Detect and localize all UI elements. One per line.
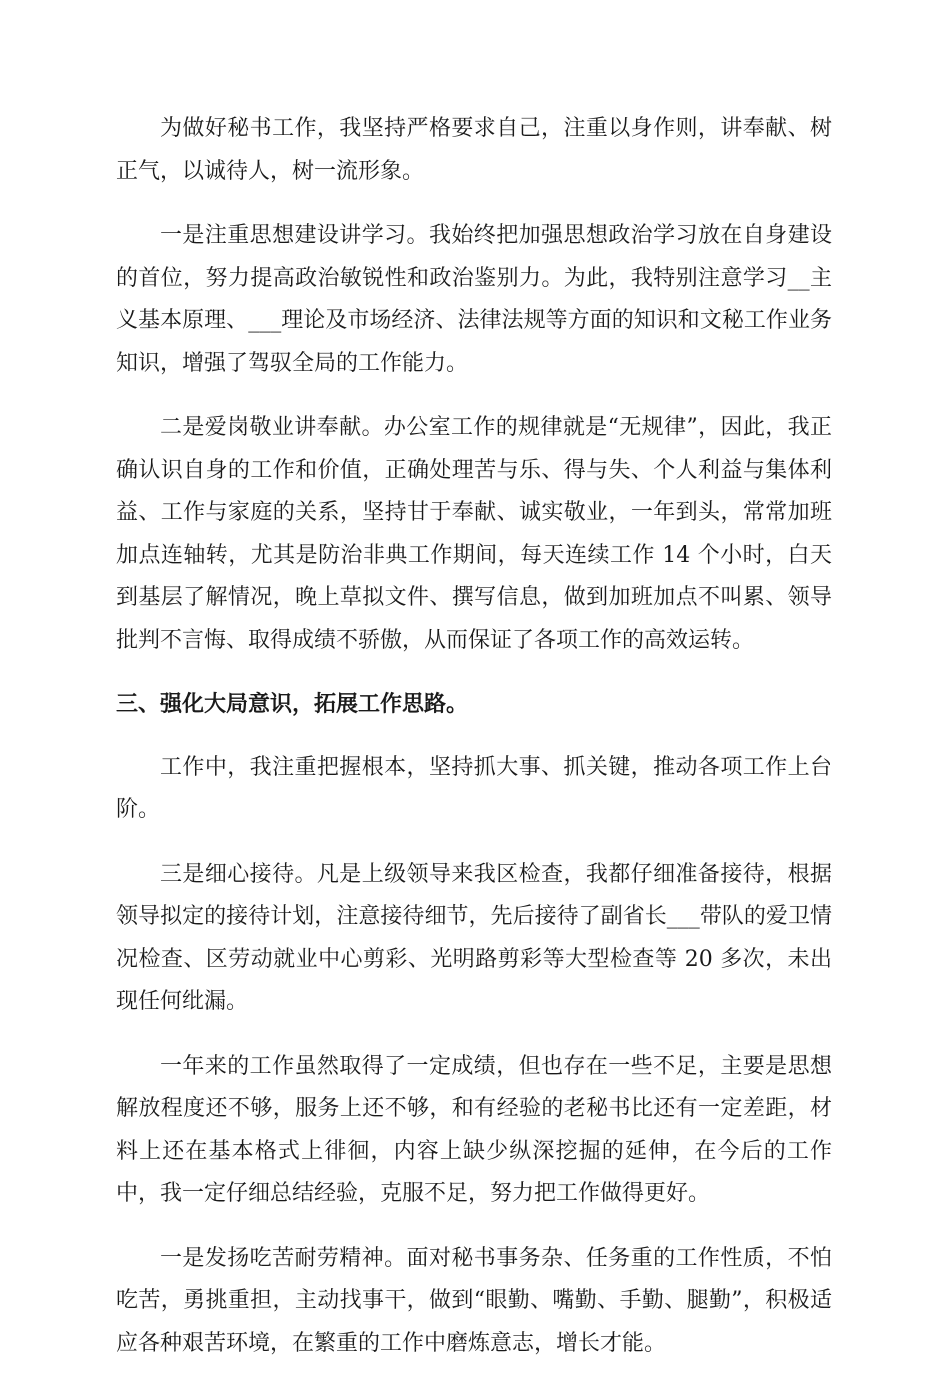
paragraph-7: 一是发扬吃苦耐劳精神。面对秘书事务杂、任务重的工作性质，不怕吃苦，勇挑重担，主动找事干，做到“眼勤、嘴勤、手勤、腿勤”，积极适应各种艰苦环境，在繁重的工作中磨炼意志，增长才能。: [116, 1245, 832, 1356]
paragraph-1: 为做好秘书工作，我坚持严格要求自己，注重以身作则，讲奉献、树正气，以诚待人，树一流形象。: [116, 116, 832, 184]
paragraph-4: 工作中，我注重把握根本，坚持抓大事、抓关键，推动各项工作上台阶。: [116, 754, 832, 822]
section-heading: 三、强化大局意识，拓展工作思路。: [116, 692, 469, 717]
paragraph-6: 一年来的工作虽然取得了一定成绩，但也存在一些不足，主要是思想解放程度还不够，服务上还不够，和有经验的老秘书比还有一定差距，材料上还在基本格式上徘徊，内容上缺少纵深挖掘的延伸，在今后的工作中，我一定仔细总结经验，克服不足，努力把工作做得更好。: [116, 1053, 832, 1206]
paragraph-2: 一是注重思想建设讲学习。我始终把加强思想政治学习放在自身建设的首位，努力提高政治敏锐性和政治鉴别力。为此，我特别注意学习__主义基本原理、___理论及市场经济、法律法规等方面的知识和文秘工作业务知识，增强了驾驭全局的工作能力。: [116, 223, 832, 376]
paragraph-3: 二是爱岗敬业讲奉献。办公室工作的规律就是“无规律”，因此，我正确认识自身的工作和价值，正确处理苦与乐、得与失、个人利益与集体利益、工作与家庭的关系，坚持甘于奉献、诚实敬业，一年到头，常常加班加点连轴转，尤其是防治非典工作期间，每天连续工作 14 个小时，白天到基层了解情况，晚上草拟文件、撰写信息，做到加班加点不叫累、领导批判不言悔、取得成绩不骄傲，从而保证了各项工作的高效运转。: [116, 415, 832, 653]
document-body: [116, 108, 832, 1387]
paragraph-5: 三是细心接待。凡是上级领导来我区检查，我都仔细准备接待，根据领导拟定的接待计划，注意接待细节，先后接待了副省长___带队的爱卫情况检查、区劳动就业中心剪彩、光明路剪彩等大型检查等 20 多次，未出现任何纰漏。: [116, 861, 832, 1014]
